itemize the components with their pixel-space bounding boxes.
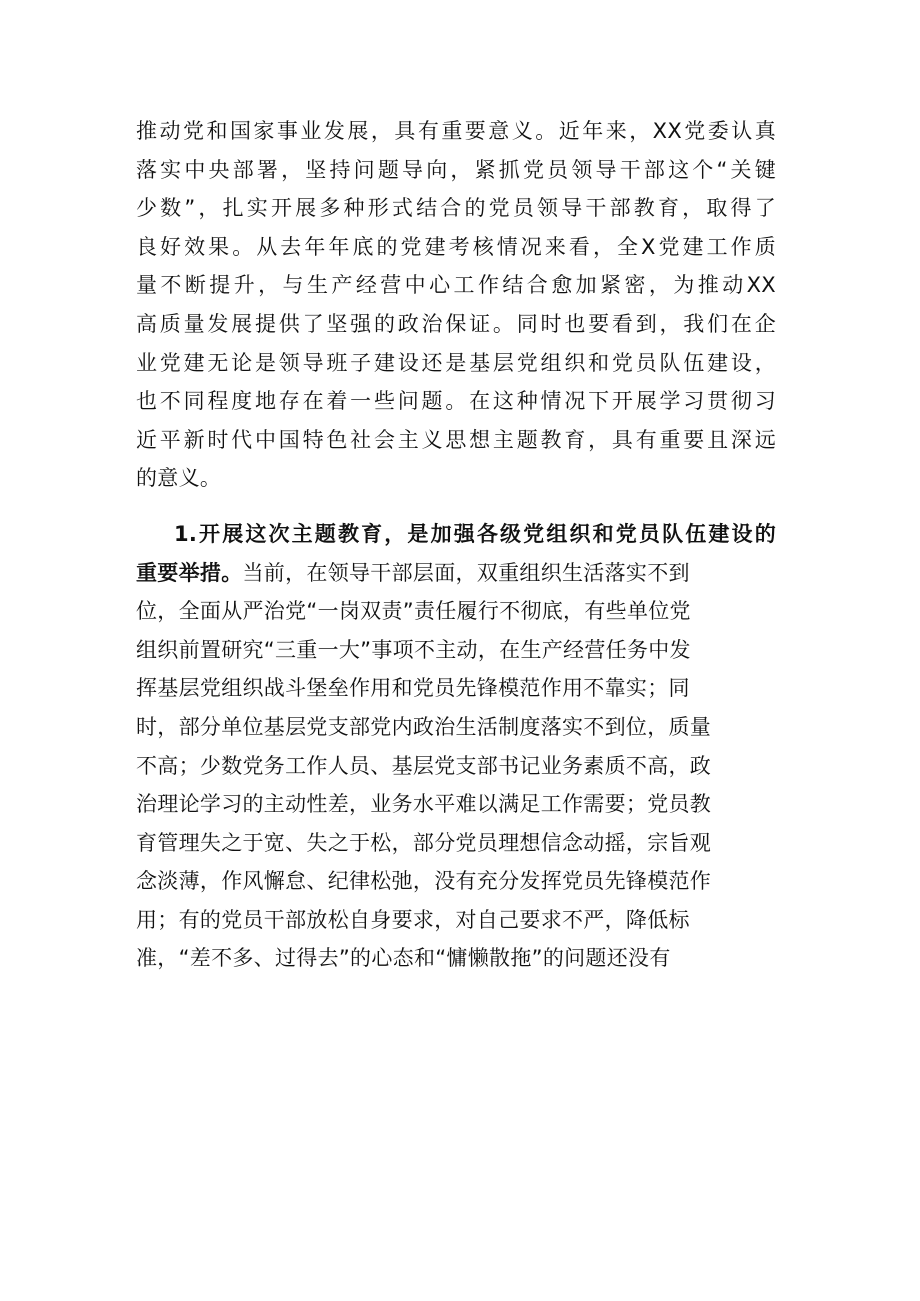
text-line: 少数”，扎实开展多种形式结合的党员领导干部教育，取得了 [136, 196, 776, 221]
text-line: 位，全面从严治党“一岗双责”责任履行不彻底，有些单位党 [136, 599, 691, 624]
paragraph-spacer [136, 498, 776, 515]
text-line: 治理论学习的主动性差，业务水平难以满足工作需要；党员教 [136, 792, 712, 817]
text-line: 用；有的党员干部放松自身要求，对自己要求不严，降低标 [136, 907, 690, 932]
text-segment: 当前，在领导干部层面，双重组织生活落实不到 [242, 560, 690, 585]
text-line: 业党建无论是领导班子建设还是基层党组织和党员队伍建设， [136, 350, 776, 375]
text-line: 时，部分单位基层党支部党内政治生活制度落实不到位，质量 [136, 714, 712, 739]
paragraph-point-1 [136, 515, 776, 978]
text-line: 落实中央部署，坚持问题导向，紧抓党员领导干部这个“关键 [136, 157, 776, 182]
text-line: 不高；少数党务工作人员、基层党支部书记业务素质不高，政 [136, 753, 712, 778]
text-line: 推动党和国家事业发展，具有重要意义。近年来，XX党委认真 [136, 119, 776, 143]
text-line: 的意义。 [136, 466, 222, 491]
text-line: 良好效果。从去年年底的党建考核情况来看，全X党建工作质 [136, 234, 776, 259]
paragraph-significance [136, 112, 776, 498]
section-heading-end: 重要举措。 [136, 560, 243, 585]
text-line: 准，“差不多、过得去”的心态和“慵懒散拖”的问题还没有 [136, 946, 671, 971]
text-line: 也不同程度地存在着一些问题。在这种情况下开展学习贯彻习 [136, 389, 776, 414]
text-line: 挥基层党组织战斗堡垒作用和党员先锋模范作用不靠实；同 [136, 676, 690, 701]
section-heading: 1.开展这次主题教育，是加强各级党组织和党员队伍建设的 [174, 521, 776, 546]
text-line: 育管理失之于宽、失之于松，部分党员理想信念动摇，宗旨观 [136, 830, 712, 855]
document-body [136, 112, 776, 978]
text-line: 量不断提升，与生产经营中心工作结合愈加紧密，为推动XX [136, 273, 776, 298]
text-line: 念淡薄，作风懈怠、纪律松弛，没有充分发挥党员先锋模范作 [136, 869, 712, 894]
text-line: 近平新时代中国特色社会主义思想主题教育，具有重要且深远 [136, 427, 776, 452]
text-line [136, 554, 776, 593]
text-line: 高质量发展提供了坚强的政治保证。同时也要看到，我们在企 [136, 311, 776, 336]
text-line: 组织前置研究“三重一大”事项不主动，在生产经营任务中发 [136, 637, 691, 662]
